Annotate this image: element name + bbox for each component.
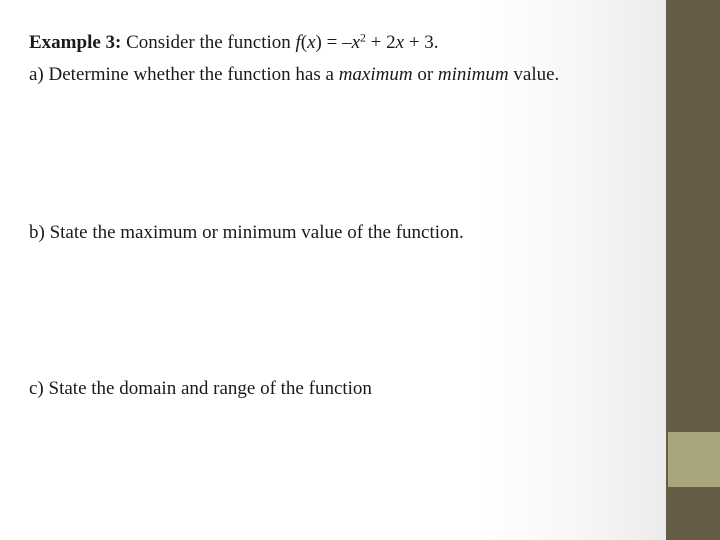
question-a-suffix: value. bbox=[508, 64, 560, 85]
question-b: b) State the maximum or minimum value of the function. bbox=[29, 222, 464, 243]
variable-x-linear: x bbox=[395, 32, 405, 53]
equals-minus: = – bbox=[321, 32, 352, 53]
variable-x: x bbox=[307, 32, 316, 53]
question-c: c) State the domain and range of the function bbox=[29, 378, 372, 399]
plus-two: + 2 bbox=[365, 32, 396, 53]
plus-three: + 3. bbox=[404, 32, 439, 53]
function-name: f bbox=[295, 32, 301, 53]
exponent: 2 bbox=[360, 31, 366, 45]
or-word: or bbox=[412, 64, 438, 85]
question-a bbox=[29, 62, 559, 88]
example-statement bbox=[29, 30, 439, 56]
example-intro: Consider the function bbox=[121, 32, 296, 53]
example-label: Example 3: bbox=[29, 32, 122, 53]
minimum-word: minimum bbox=[437, 64, 509, 85]
paren-open: ( bbox=[300, 32, 308, 53]
sidebar-accent-block bbox=[668, 432, 720, 487]
question-a-prefix: a) Determine whether the function has a bbox=[29, 64, 339, 85]
variable-x-squared: x bbox=[351, 32, 361, 53]
maximum-word: maximum bbox=[338, 64, 413, 85]
paren-close: ) bbox=[315, 32, 322, 53]
